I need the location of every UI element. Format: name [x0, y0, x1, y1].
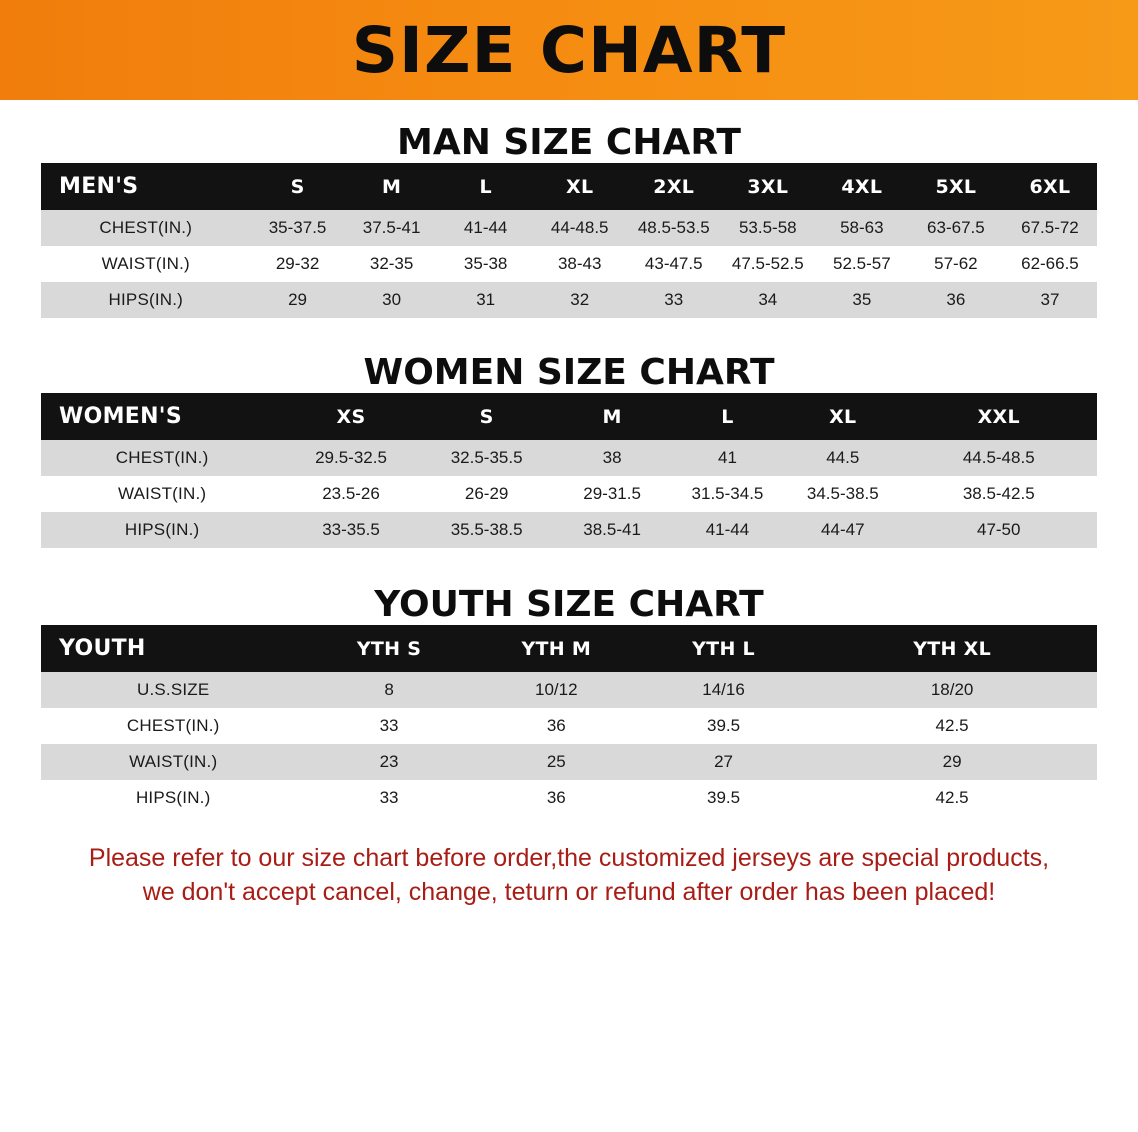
table-cell: 58-63 [815, 210, 909, 246]
youth-table-wrap [41, 625, 1097, 816]
column-header: WOMEN'S [41, 393, 283, 440]
row-label: CHEST(IN.) [41, 440, 283, 476]
column-header: L [439, 163, 533, 210]
column-header: L [670, 393, 785, 440]
table-cell: 29-32 [251, 246, 345, 282]
table-cell: 44-47 [785, 512, 900, 548]
table-cell: 57-62 [909, 246, 1003, 282]
table-cell: 41-44 [670, 512, 785, 548]
column-header: S [251, 163, 345, 210]
table-cell: 29-31.5 [554, 476, 669, 512]
table-cell: 34.5-38.5 [785, 476, 900, 512]
column-header: 6XL [1003, 163, 1097, 210]
row-label: CHEST(IN.) [41, 210, 251, 246]
table-cell: 31 [439, 282, 533, 318]
table-cell: 30 [345, 282, 439, 318]
table-row [41, 282, 1097, 318]
table-cell: 29 [251, 282, 345, 318]
table-cell: 47-50 [900, 512, 1097, 548]
table-cell: 32.5-35.5 [419, 440, 555, 476]
table-cell: 35.5-38.5 [419, 512, 555, 548]
column-header: XS [283, 393, 419, 440]
table-row [41, 512, 1097, 548]
table-cell: 8 [305, 672, 472, 708]
policy-note-line-2: we don't accept cancel, change, teturn or refund after order has been placed! [142, 877, 996, 906]
table-row [41, 708, 1097, 744]
table-row [41, 210, 1097, 246]
table-cell: 23.5-26 [283, 476, 419, 512]
table-cell: 52.5-57 [815, 246, 909, 282]
table-cell: 38.5-42.5 [900, 476, 1097, 512]
man-table-wrap [41, 163, 1097, 318]
column-header: YOUTH [41, 625, 305, 672]
table-cell: 47.5-52.5 [721, 246, 815, 282]
row-label: WAIST(IN.) [41, 246, 251, 282]
table-cell: 25 [473, 744, 640, 780]
table-row [41, 672, 1097, 708]
youth-section-heading: YOUTH SIZE CHART [374, 584, 764, 625]
table-cell: 33 [305, 708, 472, 744]
table-cell: 10/12 [473, 672, 640, 708]
table-cell: 48.5-53.5 [627, 210, 721, 246]
man-size-table [41, 163, 1097, 318]
table-header-row [41, 393, 1097, 440]
table-header-row [41, 163, 1097, 210]
youth-size-table [41, 625, 1097, 816]
column-header: YTH L [640, 625, 807, 672]
page-title: SIZE CHART [351, 13, 787, 87]
women-section-heading: WOMEN SIZE CHART [363, 352, 775, 393]
column-header: 3XL [721, 163, 815, 210]
table-cell: 26-29 [419, 476, 555, 512]
table-cell: 27 [640, 744, 807, 780]
column-header: 5XL [909, 163, 1003, 210]
table-cell: 38-43 [533, 246, 627, 282]
table-cell: 44-48.5 [533, 210, 627, 246]
table-cell: 23 [305, 744, 472, 780]
table-cell: 32-35 [345, 246, 439, 282]
column-header: 4XL [815, 163, 909, 210]
column-header: 2XL [627, 163, 721, 210]
table-cell: 36 [473, 780, 640, 816]
table-cell: 33 [627, 282, 721, 318]
table-cell: 41-44 [439, 210, 533, 246]
row-label: CHEST(IN.) [41, 708, 305, 744]
table-cell: 37 [1003, 282, 1097, 318]
table-cell: 32 [533, 282, 627, 318]
column-header: XL [533, 163, 627, 210]
table-cell: 37.5-41 [345, 210, 439, 246]
table-cell: 29.5-32.5 [283, 440, 419, 476]
table-row [41, 246, 1097, 282]
table-cell: 18/20 [807, 672, 1097, 708]
table-cell: 53.5-58 [721, 210, 815, 246]
row-label: WAIST(IN.) [41, 476, 283, 512]
column-header: XL [785, 393, 900, 440]
table-cell: 36 [473, 708, 640, 744]
table-cell: 42.5 [807, 780, 1097, 816]
table-row [41, 476, 1097, 512]
table-cell: 35-38 [439, 246, 533, 282]
table-cell: 36 [909, 282, 1003, 318]
row-label: HIPS(IN.) [41, 780, 305, 816]
column-header: S [419, 393, 555, 440]
policy-note [39, 842, 1099, 910]
table-cell: 35-37.5 [251, 210, 345, 246]
table-cell: 39.5 [640, 780, 807, 816]
column-header: YTH XL [807, 625, 1097, 672]
column-header: XXL [900, 393, 1097, 440]
table-cell: 41 [670, 440, 785, 476]
table-header-row [41, 625, 1097, 672]
column-header: YTH S [305, 625, 472, 672]
table-cell: 44.5-48.5 [900, 440, 1097, 476]
policy-note-line-1: Please refer to our size chart before order,the customized jerseys are special products, [88, 844, 1050, 872]
women-table-wrap [41, 393, 1097, 548]
table-cell: 44.5 [785, 440, 900, 476]
table-cell: 35 [815, 282, 909, 318]
row-label: HIPS(IN.) [41, 282, 251, 318]
table-cell: 31.5-34.5 [670, 476, 785, 512]
table-cell: 67.5-72 [1003, 210, 1097, 246]
table-cell: 33-35.5 [283, 512, 419, 548]
table-cell: 38.5-41 [554, 512, 669, 548]
row-label: WAIST(IN.) [41, 744, 305, 780]
row-label: HIPS(IN.) [41, 512, 283, 548]
table-cell: 39.5 [640, 708, 807, 744]
page-banner [0, 0, 1138, 100]
table-cell: 42.5 [807, 708, 1097, 744]
table-row [41, 744, 1097, 780]
column-header: MEN'S [41, 163, 251, 210]
column-header: YTH M [473, 625, 640, 672]
row-label: U.S.SIZE [41, 672, 305, 708]
column-header: M [554, 393, 669, 440]
women-size-table [41, 393, 1097, 548]
table-cell: 14/16 [640, 672, 807, 708]
table-cell: 43-47.5 [627, 246, 721, 282]
table-row [41, 780, 1097, 816]
table-cell: 29 [807, 744, 1097, 780]
table-cell: 63-67.5 [909, 210, 1003, 246]
table-cell: 34 [721, 282, 815, 318]
table-cell: 38 [554, 440, 669, 476]
table-row [41, 440, 1097, 476]
column-header: M [345, 163, 439, 210]
table-cell: 62-66.5 [1003, 246, 1097, 282]
man-section-heading: MAN SIZE CHART [397, 122, 741, 163]
table-cell: 33 [305, 780, 472, 816]
